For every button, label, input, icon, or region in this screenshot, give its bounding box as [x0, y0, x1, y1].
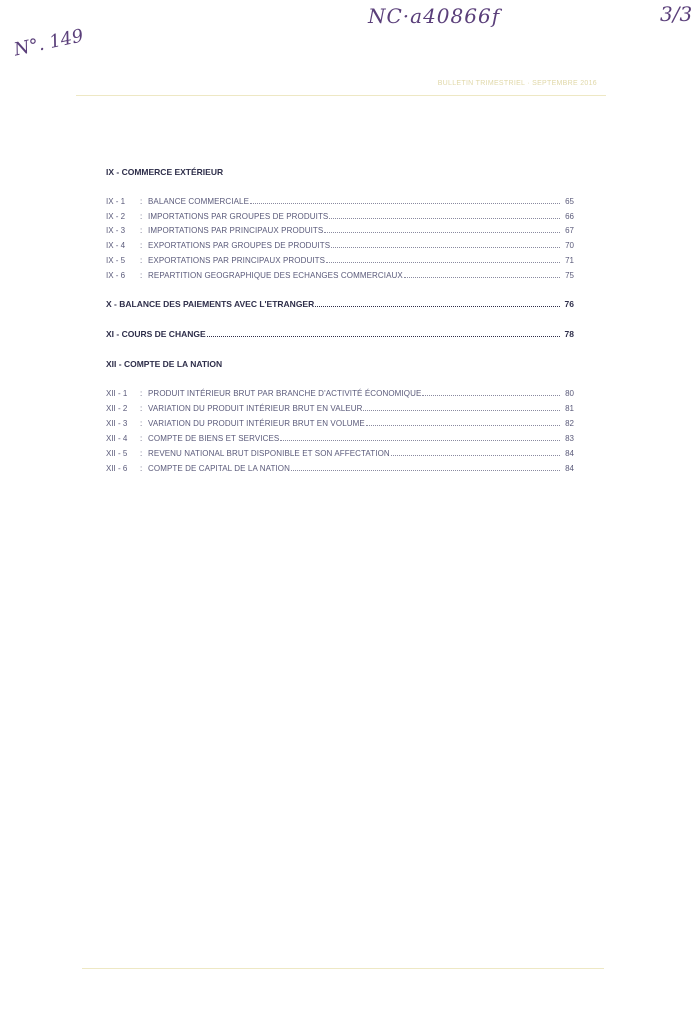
entry-label: PRODUIT INTÉRIEUR BRUT PAR BRANCHE D'ACTIVITÉ ÉCONOMIQUE [148, 389, 422, 398]
entry-code: XII - 2 [106, 404, 128, 413]
entry-label: IMPORTATIONS PAR PRINCIPAUX PRODUITS [148, 226, 324, 235]
dot-leader [291, 461, 560, 471]
entry-page: 65 [565, 197, 574, 206]
entry-page: 75 [565, 271, 574, 280]
entry-page: 70 [565, 241, 574, 250]
running-header: BULLETIN TRIMESTRIEL · SEPTEMBRE 2016 [437, 80, 597, 87]
entry-page: 80 [565, 389, 574, 398]
toc-entry[interactable]: XII - 6 : COMPTE DE CAPITAL DE LA NATION 84 [106, 461, 574, 473]
dot-leader [366, 416, 560, 426]
section-title-xi: XI - COURS DE CHANGE [106, 329, 206, 339]
dot-leader [280, 431, 560, 441]
handwritten-reference: NC·a40866f [368, 4, 501, 28]
toc-entry[interactable]: IX - 4 : EXPORTATIONS PAR GROUPES DE PRODUITS 70 [106, 238, 574, 250]
entry-code: IX - 6 [106, 271, 126, 280]
handwritten-number: N°. 149 [12, 25, 86, 61]
toc-entry[interactable]: XII - 3 : VARIATION DU PRODUIT INTÉRIEUR BRUT EN VOLUME 82 [106, 416, 574, 428]
dot-leader [207, 327, 560, 337]
entry-page: 82 [565, 419, 574, 428]
toc-entry[interactable]: XII - 2 : VARIATION DU PRODUIT INTÉRIEUR BRUT EN VALEUR 81 [106, 401, 574, 413]
entry-code: IX - 4 [106, 241, 126, 250]
section-entry-xi[interactable] [106, 327, 574, 339]
section-title-x: X - BALANCE DES PAIEMENTS AVEC L'ETRANGER [106, 299, 315, 309]
entry-label: EXPORTATIONS PAR PRINCIPAUX PRODUITS [148, 256, 326, 265]
section-title-xii: XII - COMPTE DE LA NATION [106, 359, 223, 369]
entry-page: 78 [564, 329, 574, 339]
entry-label: COMPTE DE CAPITAL DE LA NATION [148, 464, 290, 473]
entry-code: IX - 1 [106, 197, 126, 206]
toc-entry[interactable]: XII - 5 : REVENU NATIONAL BRUT DISPONIBLE ET SON AFFECTATION 84 [106, 446, 574, 458]
dot-leader [363, 401, 560, 411]
toc-entry[interactable]: IX - 2 : IMPORTATIONS PAR GROUPES DE PRODUITS 66 [106, 209, 574, 221]
toc-entry[interactable]: IX - 3 : IMPORTATIONS PAR PRINCIPAUX PRODUITS 67 [106, 223, 574, 235]
dot-leader [250, 194, 560, 204]
entry-code: IX - 5 [106, 256, 126, 265]
entry-code: XII - 1 [106, 389, 128, 398]
entry-code: IX - 2 [106, 212, 126, 221]
dot-leader [331, 238, 560, 248]
entry-code: XII - 5 [106, 449, 128, 458]
entry-label: COMPTE DE BIENS ET SERVICES [148, 434, 280, 443]
entry-label: VARIATION DU PRODUIT INTÉRIEUR BRUT EN VOLUME [148, 419, 365, 428]
entry-page: 76 [564, 299, 574, 309]
footer-rule [82, 968, 604, 969]
toc-entry[interactable]: IX - 5 : EXPORTATIONS PAR PRINCIPAUX PRODUITS 71 [106, 253, 574, 265]
dot-leader [324, 223, 560, 233]
dot-leader [326, 253, 560, 263]
header-rule [76, 95, 606, 96]
entry-code: IX - 3 [106, 226, 126, 235]
entry-page: 84 [565, 449, 574, 458]
toc-entry[interactable]: IX - 6 : REPARTITION GEOGRAPHIQUE DES ECHANGES COMMERCIAUX 75 [106, 268, 574, 280]
entry-label: BALANCE COMMERCIALE [148, 197, 250, 206]
entry-code: XII - 6 [106, 464, 128, 473]
dot-leader [404, 268, 560, 278]
dot-leader [391, 446, 560, 456]
section-title-ix: IX - COMMERCE EXTÉRIEUR [106, 167, 224, 177]
entry-label: REVENU NATIONAL BRUT DISPONIBLE ET SON AFFECTATION [148, 449, 390, 458]
entry-page: 66 [565, 212, 574, 221]
dot-leader [315, 297, 560, 307]
dot-leader [422, 386, 560, 396]
handwritten-page-count: 3/3 [660, 2, 692, 26]
toc-entry[interactable]: XII - 1 : PRODUIT INTÉRIEUR BRUT PAR BRANCHE D'ACTIVITÉ ÉCONOMIQUE 80 [106, 386, 574, 398]
entry-page: 83 [565, 434, 574, 443]
entry-label: IMPORTATIONS PAR GROUPES DE PRODUITS [148, 212, 329, 221]
entry-label: REPARTITION GEOGRAPHIQUE DES ECHANGES COMMERCIAUX [148, 271, 403, 280]
entry-page: 84 [565, 464, 574, 473]
toc-entry[interactable]: IX - 1 : BALANCE COMMERCIALE 65 [106, 194, 574, 206]
dot-leader [329, 209, 560, 219]
entry-code: XII - 3 [106, 419, 128, 428]
entry-page: 71 [565, 256, 574, 265]
entry-label: EXPORTATIONS PAR GROUPES DE PRODUITS [148, 241, 331, 250]
entry-label: VARIATION DU PRODUIT INTÉRIEUR BRUT EN VALEUR [148, 404, 363, 413]
entry-page: 67 [565, 226, 574, 235]
entry-code: XII - 4 [106, 434, 128, 443]
entry-page: 81 [565, 404, 574, 413]
toc-entry[interactable]: XII - 4 : COMPTE DE BIENS ET SERVICES 83 [106, 431, 574, 443]
section-entry-x[interactable] [106, 297, 574, 309]
